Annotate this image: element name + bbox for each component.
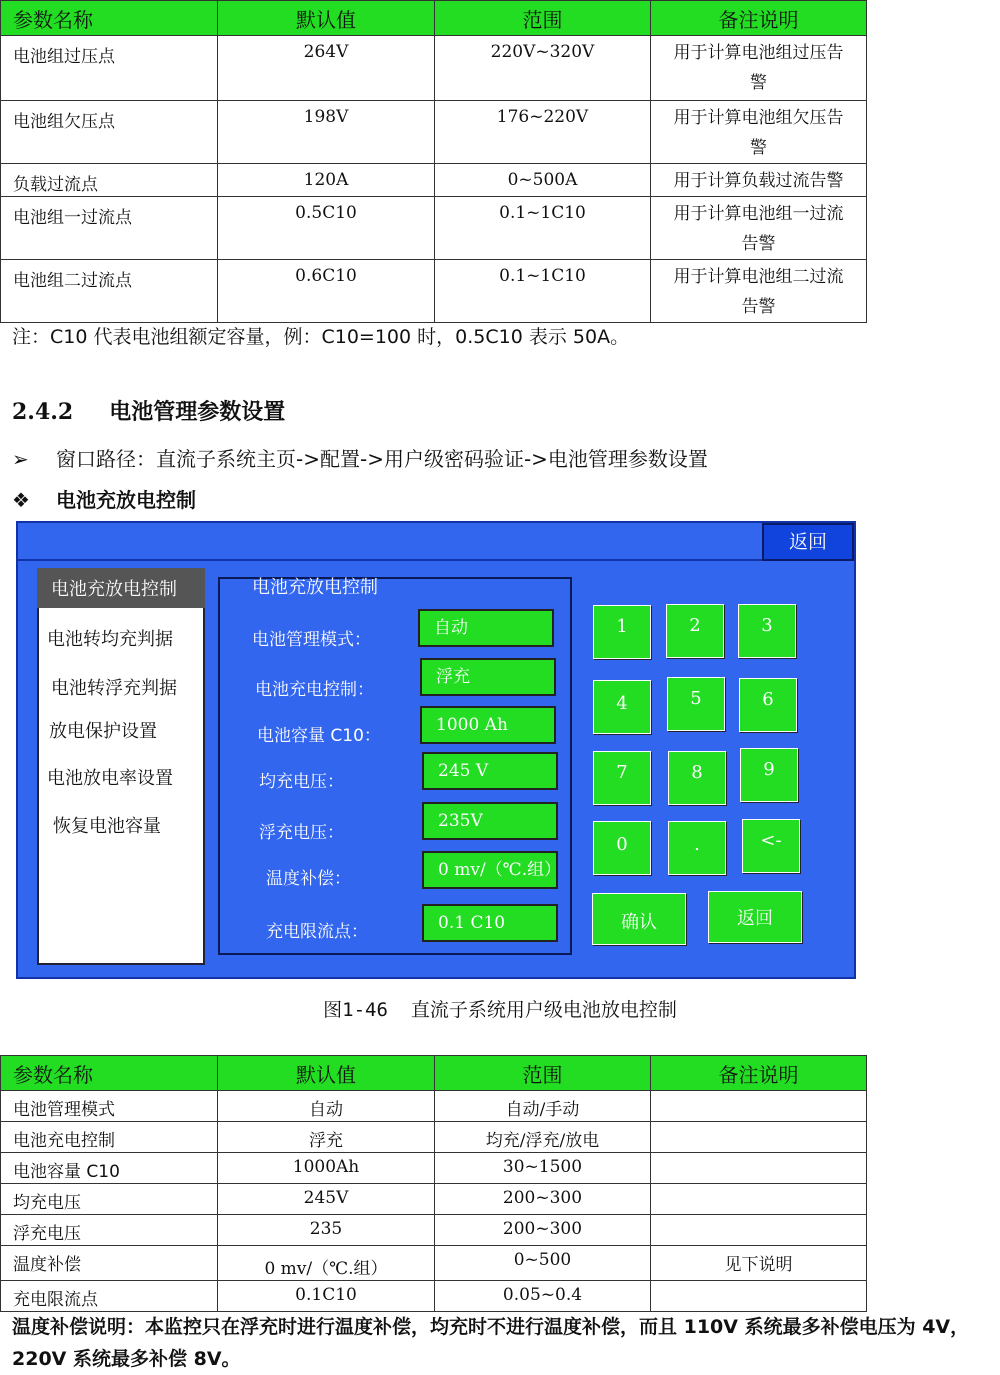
hmi-top-bar xyxy=(18,523,854,561)
temp-compensation-note: 温度补偿说明：本监控只在浮充时进行温度补偿，均充时不进行温度补偿，而且 110V 系统最多补偿电压为 4V，220V 系统最多补偿 8V。 xyxy=(12,1316,970,1370)
param-note xyxy=(651,1122,867,1153)
table-row xyxy=(1,101,867,164)
back-button-top[interactable]: 返回 xyxy=(762,523,854,561)
key-dot[interactable]: . xyxy=(668,821,726,875)
param-note xyxy=(651,1184,867,1215)
table-row xyxy=(1,164,867,197)
note-line-1: 用于计算电池组过压告 xyxy=(673,43,844,63)
param-range: 0~500 xyxy=(435,1246,651,1281)
param-default: 235 xyxy=(218,1215,435,1246)
param-note xyxy=(651,197,867,260)
param-default: 120A xyxy=(218,164,435,197)
param-default: 0.6C10 xyxy=(218,260,435,323)
section-title: 电池管理参数设置 xyxy=(109,400,286,425)
param-range: 220V~320V xyxy=(435,36,651,101)
param-range: 200~300 xyxy=(435,1215,651,1246)
note-line-2: 告警 xyxy=(741,234,776,254)
key-backspace[interactable]: <- xyxy=(742,819,800,873)
param-default: 198V xyxy=(218,101,435,164)
table-row xyxy=(1,36,867,101)
param-range: 176~220V xyxy=(435,101,651,164)
param-default: 0 mv/（℃.组） xyxy=(218,1246,435,1281)
param-range: 0.1~1C10 xyxy=(435,260,651,323)
param-name: 电池组一过流点 xyxy=(1,197,218,260)
management-mode-field[interactable]: 自动 xyxy=(418,609,554,647)
param-range: 0.1~1C10 xyxy=(435,197,651,260)
note-line-2: 警 xyxy=(750,73,767,93)
note-line-2: 告警 xyxy=(741,297,776,317)
table-row xyxy=(1,1215,867,1246)
equalize-voltage-field[interactable]: 245 V xyxy=(422,752,558,790)
param-default: 264V xyxy=(218,36,435,101)
table-row xyxy=(1,1184,867,1215)
note-line-1: 用于计算电池组一过流 xyxy=(673,204,844,224)
key-8[interactable]: 8 xyxy=(668,751,726,805)
note-line-2: 警 xyxy=(750,138,767,158)
col-header-default: 默认值 xyxy=(218,1056,435,1091)
param-note xyxy=(651,260,867,323)
param-default: 245V xyxy=(218,1184,435,1215)
table-row xyxy=(1,1153,867,1184)
param-note xyxy=(651,1153,867,1184)
charge-current-limit-field[interactable]: 0.1 C10 xyxy=(422,904,558,942)
section-heading xyxy=(12,395,285,426)
back-button[interactable]: 返回 xyxy=(708,891,802,943)
menu-item-float-criteria[interactable]: 电池转浮充判据 xyxy=(51,678,177,699)
param-range: 200~300 xyxy=(435,1184,651,1215)
param-name: 温度补偿 xyxy=(1,1246,218,1281)
menu-item-equalize-criteria[interactable]: 电池转均充判据 xyxy=(47,629,173,650)
param-name: 电池组过压点 xyxy=(1,36,218,101)
param-default: 1000Ah xyxy=(218,1153,435,1184)
charge-control-text: 电池充放电控制 xyxy=(56,488,196,512)
temp-compensation-field[interactable]: 0 mv/（℃.组） xyxy=(422,851,558,889)
col-header-name: 参数名称 xyxy=(1,1056,218,1091)
key-4[interactable]: 4 xyxy=(593,680,651,734)
param-note: 用于计算负载过流告警 xyxy=(651,164,867,197)
hmi-side-menu xyxy=(37,568,205,965)
key-1[interactable]: 1 xyxy=(593,605,651,659)
menu-item-discharge-protect[interactable]: 放电保护设置 xyxy=(49,721,157,742)
battery-param-table xyxy=(0,1055,867,1312)
key-3[interactable]: 3 xyxy=(738,604,796,658)
table-row xyxy=(1,1246,867,1281)
menu-item-charge-control[interactable]: 电池充放电控制 xyxy=(37,568,205,608)
param-note: 见下说明 xyxy=(651,1246,867,1281)
diamond-bullet-icon: ❖ xyxy=(12,488,30,512)
param-range: 0.05~0.4 xyxy=(435,1281,651,1312)
section-number: 2.4.2 xyxy=(12,399,74,425)
label-capacity: 电池容量 C10： xyxy=(257,726,381,746)
arrow-bullet-icon: ➢ xyxy=(12,447,29,471)
menu-item-restore-capacity[interactable]: 恢复电池容量 xyxy=(53,816,161,837)
key-0[interactable]: 0 xyxy=(593,821,651,875)
param-default: 自动 xyxy=(218,1091,435,1122)
param-range: 30~1500 xyxy=(435,1153,651,1184)
table-header-row xyxy=(1,1056,867,1091)
figure-caption xyxy=(0,995,1000,1022)
label-charge-current-limit: 充电限流点： xyxy=(266,922,368,942)
col-header-name: 参数名称 xyxy=(1,1,218,36)
window-path-text: 窗口路径：直流子系统主页->配置->用户级密码验证->电池管理参数设置 xyxy=(56,447,708,471)
c10-note: 注：C10 代表电池组额定容量，例：C10=100 时，0.5C10 表示 50A。 xyxy=(12,326,630,348)
col-header-note: 备注说明 xyxy=(651,1,867,36)
col-header-range: 范围 xyxy=(435,1056,651,1091)
menu-item-discharge-rate[interactable]: 电池放电率设置 xyxy=(47,768,173,789)
key-7[interactable]: 7 xyxy=(593,751,651,805)
param-name: 电池管理模式 xyxy=(1,1091,218,1122)
figure-number: 图1-46 xyxy=(323,999,388,1021)
hmi-panel xyxy=(16,521,856,979)
label-charge-control: 电池充电控制： xyxy=(255,680,374,700)
param-range: 自动/手动 xyxy=(435,1091,651,1122)
param-name: 电池容量 C10 xyxy=(1,1153,218,1184)
key-6[interactable]: 6 xyxy=(739,678,797,732)
charge-control-bullet xyxy=(12,484,196,513)
capacity-field[interactable]: 1000 Ah xyxy=(420,706,556,744)
param-default: 浮充 xyxy=(218,1122,435,1153)
param-note xyxy=(651,1091,867,1122)
param-default: 0.1C10 xyxy=(218,1281,435,1312)
table-row xyxy=(1,1281,867,1312)
param-note xyxy=(651,101,867,164)
figure-title: 直流子系统用户级电池放电控制 xyxy=(410,999,677,1021)
param-range: 0~500A xyxy=(435,164,651,197)
key-2[interactable]: 2 xyxy=(666,604,724,658)
table-row xyxy=(1,1122,867,1153)
table-row xyxy=(1,260,867,323)
param-note xyxy=(651,36,867,101)
param-note xyxy=(651,1281,867,1312)
param-default: 0.5C10 xyxy=(218,197,435,260)
col-header-range: 范围 xyxy=(435,1,651,36)
col-header-note: 备注说明 xyxy=(651,1056,867,1091)
form-title: 电池充放电控制 xyxy=(252,577,378,598)
param-range: 均充/浮充/放电 xyxy=(435,1122,651,1153)
param-name: 电池组欠压点 xyxy=(1,101,218,164)
col-header-default: 默认值 xyxy=(218,1,435,36)
label-float-voltage: 浮充电压： xyxy=(259,823,344,843)
overvoltage-param-table xyxy=(0,0,867,323)
label-management-mode: 电池管理模式： xyxy=(252,630,371,650)
param-name: 负载过流点 xyxy=(1,164,218,197)
param-name: 电池组二过流点 xyxy=(1,260,218,323)
param-name: 电池充电控制 xyxy=(1,1122,218,1153)
param-name: 充电限流点 xyxy=(1,1281,218,1312)
table-row xyxy=(1,1091,867,1122)
table-header-row xyxy=(1,1,867,36)
param-name: 均充电压 xyxy=(1,1184,218,1215)
param-name: 浮充电压 xyxy=(1,1215,218,1246)
label-temp-compensation: 温度补偿： xyxy=(266,869,351,889)
param-note xyxy=(651,1215,867,1246)
charge-control-field[interactable]: 浮充 xyxy=(420,658,556,696)
table-row xyxy=(1,197,867,260)
note-line-1: 用于计算电池组二过流 xyxy=(673,267,844,287)
key-9[interactable]: 9 xyxy=(740,748,798,802)
note-line-1: 用于计算电池组欠压告 xyxy=(673,108,844,128)
window-path-bullet xyxy=(12,443,708,472)
key-5[interactable]: 5 xyxy=(667,677,725,731)
label-equalize-voltage: 均充电压： xyxy=(259,772,344,792)
float-voltage-field[interactable]: 235V xyxy=(422,802,558,840)
confirm-button[interactable]: 确认 xyxy=(592,893,686,945)
